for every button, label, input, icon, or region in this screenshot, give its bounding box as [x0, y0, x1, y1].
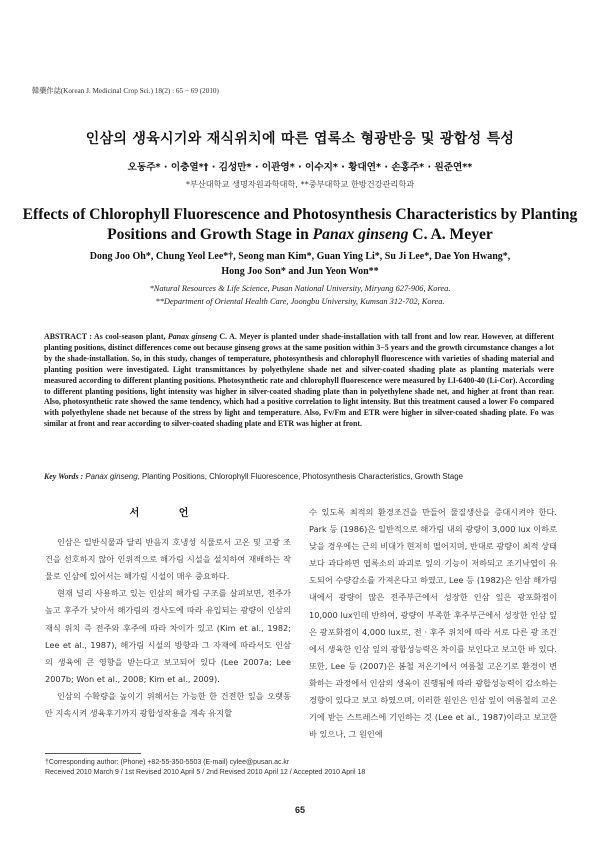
body-paragraph: 현재 널리 사용하고 있는 인삼의 해가림 구조를 살펴보면, 전주가 높고 후주가 낮아서 해가림의 경사도에 따라 유입되는 광량이 인삼의 재식 위치 즉 전주와 후주에 따라 차이가 있고 (Kim et al., 1982; Lee et al., 1987), 해가림 시설의 방향과 그 자재에 따라서도 인삼의 생육에 큰 영향을 받는다고 보고되어 있다 (Lee 2007a; Lee 2007b; Won et al., 2008; Kim et al., 2009). — [45, 588, 291, 684]
english-title-line1: Effects of Chlorophyll Fluorescence and Photosynthesis Characteristics by Planting — [22, 206, 578, 223]
keywords-label: Key Words : — [44, 472, 84, 481]
korean-title: 인삼의 생육시기와 재식위치에 따른 엽록소 형광반응 및 광합성 특성 — [85, 131, 515, 147]
english-authors-line1: Dong Joo Oh*, Chung Yeol Lee*†, Seong man Kim*, Guan Ying Li*, Su Ji Lee*, Dae Yon Hwang*, — [89, 251, 511, 262]
body-paragraph: 인삼의 수확량을 높이기 위해서는 가능한 한 건전한 잎을 오랫동안 지속시켜 생육후기까지 광합성작용을 계속 유지할 — [45, 690, 291, 719]
abstract-label: ABSTRACT : — [44, 332, 92, 341]
korean-authors: 오동주* · 이충열*† · 김성만* · 이관영* · 이수지* · 황대연* · 손홍주* · 원준연** — [127, 162, 473, 173]
abstract-text-1: As cool-season plant, — [91, 332, 168, 341]
english-title-line2 — [20, 225, 580, 245]
english-title-suffix: C. A. Meyer — [408, 225, 493, 243]
english-title-species: Panax ginseng — [312, 225, 409, 243]
keywords-species: Panax ginseng — [85, 472, 138, 481]
journal-citation-header: 韓藥作誌(Korean J. Medicinal Crop Sci.) 18(2) : 65 − 69 (2010) — [32, 87, 219, 95]
section-heading-introduction: 서 언 — [129, 508, 207, 519]
received-dates-note: Received 2010 March 9 / 1st Revised 2010 April 5 / 2nd Revised 2010 April 12 / Accepted 2010 April 18 — [45, 768, 366, 776]
english-authors — [40, 249, 560, 279]
body-column-left — [45, 495, 291, 722]
english-affiliations — [40, 283, 560, 308]
body-paragraph: 인삼은 일반식물과 달리 반음지 호냉성 식물로서 고온 및 고광 조건을 선호하지 않아 인위적으로 해가림 시설을 설치하여 재배하는 작물로 인삼에 있어서는 해가림 시설이 매우 중요하다. — [45, 537, 291, 582]
footnote-divider — [45, 753, 141, 754]
keywords — [44, 471, 554, 482]
corresponding-author-note: †Corresponding author: (Phone) +82-55-350-5503 (E-mail) cylee@pusan.ac.kr — [45, 759, 290, 766]
korean-affiliation: *부산대학교 생명자원과학대학, **중부대학교 한방건강관리학과 — [185, 179, 415, 189]
abstract — [44, 332, 554, 430]
body-column-right — [309, 504, 557, 743]
abstract-text-2: C. A. Meyer is planted under shade-installation with tall front and low rear. However, at different planting positions, distinct differences come out because ginseng grows at the same position within 3−5 years and the growth circumstance changes a lot by the shade-installation. So, in this study, changes of temperature, photosynthesis and chlorophyll fluorescence with varieties of shading material and planting position were investigated. Light transmittances by polyethylene shade net and silver-coated shading plate as planting materials were measured according to different planting positions. Photosynthetic rate and chlorophyll fluorescence were measured by LI-6400-40 (Li-Cor). According to different planting positions, light intensity was higher in silver-coated shading plate than in polyethylene shade net, and higher at front than rear. Also, photosynthetic rate showed the same tendency, which had a positive correlation to light intensity. But this treatment caused a lower Fo compared with polyethylene shade net because of the stress by light and temperature. Also, Fv/Fm and ETR were higher in silver-coated shading plate. Fo was similar at front and rear according to silver-coated shading plate and ETR was higher at front. — [44, 332, 555, 429]
affiliation-2: **Department of Oriental Health Care, Joongbu University, Kumsan 312-702, Korea. — [155, 296, 445, 306]
abstract-species: Panax ginseng — [167, 332, 217, 341]
english-title-prefix: Positions and Growth Stage in — [107, 225, 313, 243]
footnote — [45, 758, 555, 778]
body-paragraph: 수 있도록 최적의 환경조건을 만들어 물질생산을 증대시켜야 한다. Park 등 (1986)은 일반적으로 해가림 내의 광량이 3,000 lux 이하로 낮을 경우에는 근의 비대가 현저히 떨어지며, 반대로 광량이 최적 상태보다 과다하면 엽록소의 파괴로 잎의 기능이 저하되고 조기낙엽이 유도되어 수량감소를 가져온다고 하였고, Lee 등 (1982)은 인삼 해가림 내에서 광량이 많은 전주부근에서 성장한 인삼 잎은 광포화점이 10,000 lux인데 반하여, 광량이 부족한 후주부근에서 성장한 인삼 잎은 광포화점이 4,000 lux로, 전 · 후주 위치에 따라 서로 다른 광 조건에서 생육한 인삼 잎의 광합성능력은 차이를 보인다고 보고한 바 있다. 또한, Lee 등 (2007)은 봄철 저온기에서 여름철 고온기로 환경이 변화하는 과정에서 인삼의 생육이 진행됨에 따라 광합성능력이 감소하는 경향이 있다고 보고 하였으며, 이러한 원인은 인삼 잎이 여름철의 고온기에 받는 스트레스에 기인하는 것 (Lee et al., 1987)이라고 보고한 바 있으나, 그 원인에 — [309, 507, 557, 740]
page-number: 65 — [294, 805, 305, 815]
english-title — [20, 205, 580, 244]
affiliation-1: *Natural Resources & Life Science, Pusan National University, Miryang 627-906, Korea. — [149, 284, 451, 293]
keywords-rest: , Planting Positions, Chlorophyll Fluorescence, Photosynthesis Characteristics, Growth Stage — [137, 472, 464, 481]
english-authors-line2: Hong Joo Son* and Jun Yeon Won** — [221, 266, 379, 277]
